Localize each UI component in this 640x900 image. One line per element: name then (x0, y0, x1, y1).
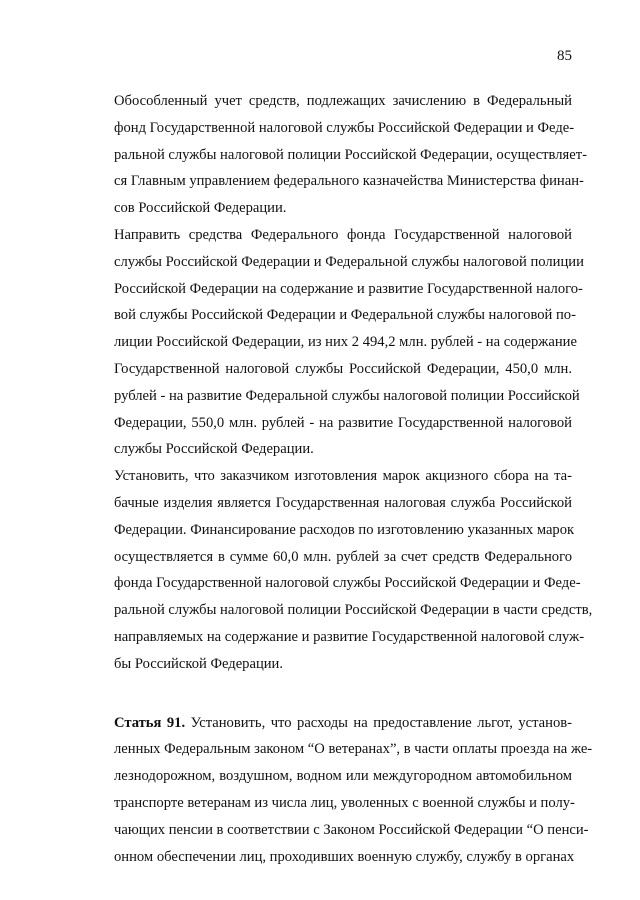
paragraph-3 (84, 463, 593, 677)
text-line: лиции Российской Федерации, из них 2 494,2 млн. рублей - на содержание (114, 334, 577, 351)
text-line: осуществляется в сумме 60,0 млн. рублей за счет средств Федерального (114, 548, 572, 565)
text-line: фонда Государственной налоговой службы Российской Федерации и Феде- (114, 575, 581, 592)
paragraph-1 (84, 88, 587, 222)
text-line: бачные изделия является Государственная налоговая служба Российской (114, 494, 572, 511)
text-line: бы Российской Федерации. (114, 655, 284, 672)
paragraph-2 (84, 222, 584, 463)
text-line: транспорте ветеранам из числа лиц, уволенных с военной службы и полу- (114, 794, 575, 811)
text-line: рублей - на развитие Федеральной службы налоговой полиции Российской (114, 387, 580, 404)
text-line: Установить, что заказчиком изготовления марок акцизного сбора на та- (114, 468, 572, 485)
text-line: онном обеспечении лиц, проходивших военную службу, службу в органах (114, 848, 575, 865)
text-line: лезнодорожном, воздушном, водном или междугородном автомобильном (114, 768, 572, 785)
text-line: ся Главным управлением федерального казначейства Министерства финан- (114, 173, 584, 190)
page-number: 85 (557, 48, 572, 64)
text-line: службы Российской Федерации. (114, 441, 314, 458)
text-line: ральной службы налоговой полиции Российской Федерации в части средств, (114, 602, 593, 619)
text-line (84, 710, 572, 737)
text-column (84, 88, 593, 870)
article-heading: Статья 91. (114, 714, 186, 731)
article-91-paragraph (84, 710, 593, 871)
text-line: Федерации. Финансирование расходов по изготовлению указанных марок (114, 521, 575, 538)
text-line: Федерации, 550,0 млн. рублей - на развитие Государственной налоговой (114, 414, 572, 431)
text-line: ленных Федеральным законом “О ветеранах”, в части оплаты проезда на же- (114, 741, 593, 758)
text-line: направляемых на содержание и развитие Государственной налоговой служ- (114, 628, 585, 645)
text-line: службы Российской Федерации и Федеральной службы налоговой полиции (114, 253, 584, 270)
text-line: вой службы Российской Федерации и Федеральной службы налоговой по- (114, 307, 576, 324)
text-line: Государственной налоговой службы Российской Федерации, 450,0 млн. (114, 360, 572, 377)
text-line: Направить средства Федерального фонда Государственной налоговой (114, 226, 572, 243)
text-line: чающих пенсии в соответствии с Законом Российской Федерации “О пенси- (114, 821, 589, 838)
text-line: Российской Федерации на содержание и развитие Государственной налого- (114, 280, 583, 297)
text-line: ральной службы налоговой полиции Российской Федерации, осуществляет- (114, 146, 587, 163)
text-line: Обособленный учет средств, подлежащих зачислению в Федеральный (114, 93, 572, 109)
article-spacer (84, 678, 572, 710)
article-first-line-text: Установить, что расходы на предоставление льгот, установ- (185, 714, 572, 731)
text-line: сов Российской Федерации. (114, 200, 287, 217)
text-line: фонд Государственной налоговой службы Российской Федерации и Феде- (114, 119, 575, 136)
